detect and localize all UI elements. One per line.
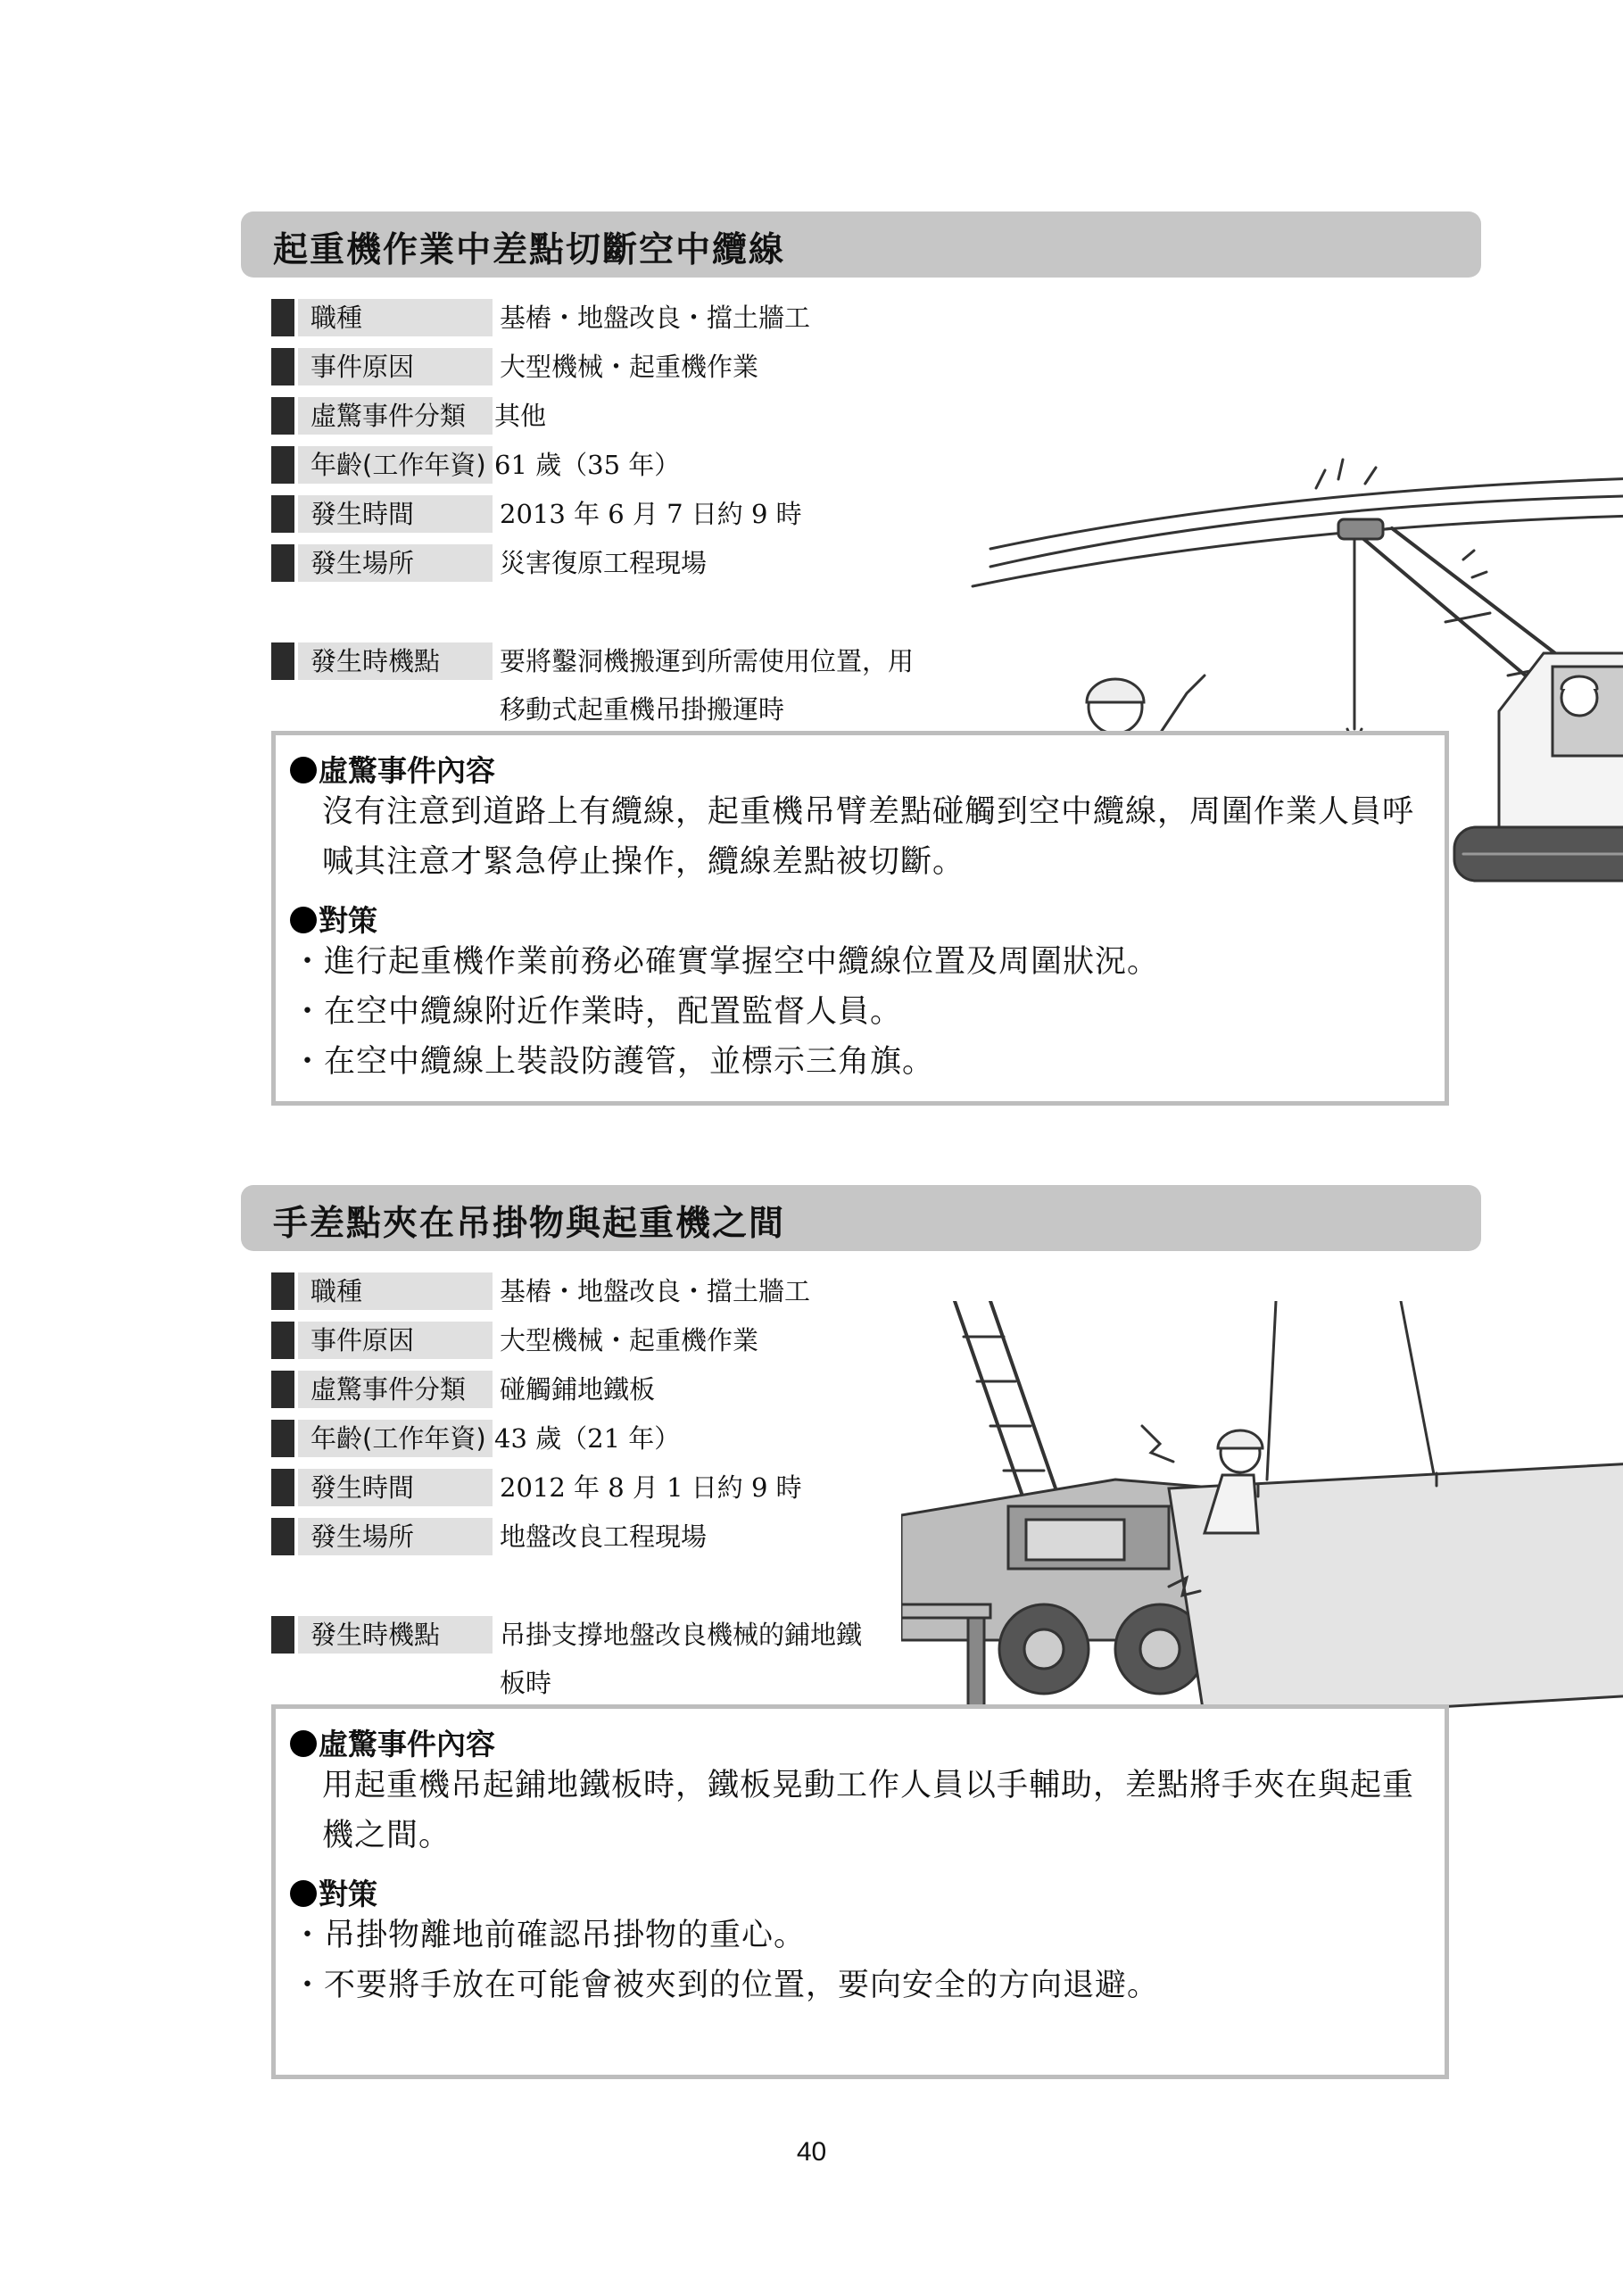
measure-item: ・在空中纜線附近作業時，配置監督人員。 [292, 994, 903, 1030]
section-title-bar [241, 1185, 1481, 1251]
info-value: 2012 年 8 月 1 日約 9 時 [500, 1472, 802, 1503]
info-value: 大型機械・起重機作業 [500, 1325, 759, 1355]
row-marker [271, 446, 294, 484]
incident-text: 用起重機吊起鋪地鐵板時，鐵板晃動工作人員以手輔助，差點將手夾在與起重機之間。 [322, 1768, 1415, 1853]
row-marker [271, 1518, 294, 1555]
row-marker [271, 348, 294, 385]
info-value: 吊掛支撐地盤改良機械的鋪地鐵板時 [500, 1620, 863, 1698]
info-label: 發生時機點 [298, 642, 493, 680]
info-value: 災害復原工程現場 [500, 548, 708, 578]
info-label: 發生時間 [298, 495, 493, 533]
measure-item: ・吊掛物離地前確認吊掛物的重心。 [292, 1918, 807, 1953]
row-marker [271, 397, 294, 435]
row-marker [271, 544, 294, 582]
section-title: 手差點夾在吊掛物與起重機之間 [273, 1204, 786, 1244]
row-marker [271, 1420, 294, 1457]
info-label: 職種 [298, 1272, 493, 1310]
page-number: 40 [796, 2137, 827, 2167]
info-label: 年齡(工作年資) [298, 446, 493, 484]
info-label: 發生場所 [298, 1518, 493, 1555]
measures-heading: 對策 [290, 898, 377, 940]
row-marker [271, 495, 294, 533]
info-value: 地盤改良工程現場 [500, 1521, 708, 1552]
info-value: 要將鑿洞機搬運到所需使用位置，用移動式起重機吊掛搬運時 [500, 646, 915, 725]
info-label: 事件原因 [298, 348, 493, 385]
info-value: 43 歲（21 年） [494, 1423, 681, 1454]
info-label: 年齡(工作年資) [298, 1420, 493, 1457]
incident-box [271, 1704, 1449, 2079]
info-label: 職種 [298, 299, 493, 336]
measure-item: ・在空中纜線上裝設防護管，並標示三角旗。 [292, 1044, 935, 1080]
row-marker [271, 1616, 294, 1654]
section-title-bar [241, 211, 1481, 278]
info-value: 2013 年 6 月 7 日約 9 時 [500, 499, 802, 529]
info-value: 大型機械・起重機作業 [500, 352, 759, 382]
section-title: 起重機作業中差點切斷空中纜線 [273, 230, 786, 270]
info-label: 虛驚事件分類 [298, 397, 493, 435]
info-value: 碰觸鋪地鐵板 [500, 1374, 656, 1405]
bullet-dot-icon [290, 757, 317, 783]
incident-heading: 虛驚事件內容 [290, 1721, 495, 1763]
measure-item: ・進行起重機作業前務必確實掌握空中纜線位置及周圍狀況。 [292, 944, 1160, 980]
measure-item: ・不要將手放在可能會被夾到的位置，要向安全的方向退避。 [292, 1968, 1160, 2003]
incident-heading: 虛驚事件內容 [290, 748, 495, 790]
row-marker [271, 299, 294, 336]
incident-text: 沒有注意到道路上有纜線，起重機吊臂差點碰觸到空中纜線，周圍作業人員呼喊其注意才緊急停止操作，纜線差點被切斷。 [322, 794, 1415, 880]
info-label: 發生時機點 [298, 1616, 493, 1654]
info-label: 虛驚事件分類 [298, 1371, 493, 1408]
bullet-dot-icon [290, 1880, 317, 1907]
row-marker [271, 1322, 294, 1359]
steel-plate-pinch-illustration [901, 1301, 1623, 1765]
info-label: 發生場所 [298, 544, 493, 582]
bullet-dot-icon [290, 1730, 317, 1757]
info-value: 其他 [494, 401, 547, 431]
info-value: 基樁・地盤改良・擋土牆工 [500, 1276, 811, 1306]
info-value: 基樁・地盤改良・擋土牆工 [500, 303, 811, 333]
info-label: 事件原因 [298, 1322, 493, 1359]
info-value: 61 歲（35 年） [494, 450, 681, 480]
row-marker [271, 642, 294, 680]
incident-box [271, 731, 1449, 1106]
info-label: 發生時間 [298, 1469, 493, 1506]
measures-heading: 對策 [290, 1871, 377, 1913]
row-marker [271, 1371, 294, 1408]
row-marker [271, 1272, 294, 1310]
row-marker [271, 1469, 294, 1506]
bullet-dot-icon [290, 907, 317, 933]
